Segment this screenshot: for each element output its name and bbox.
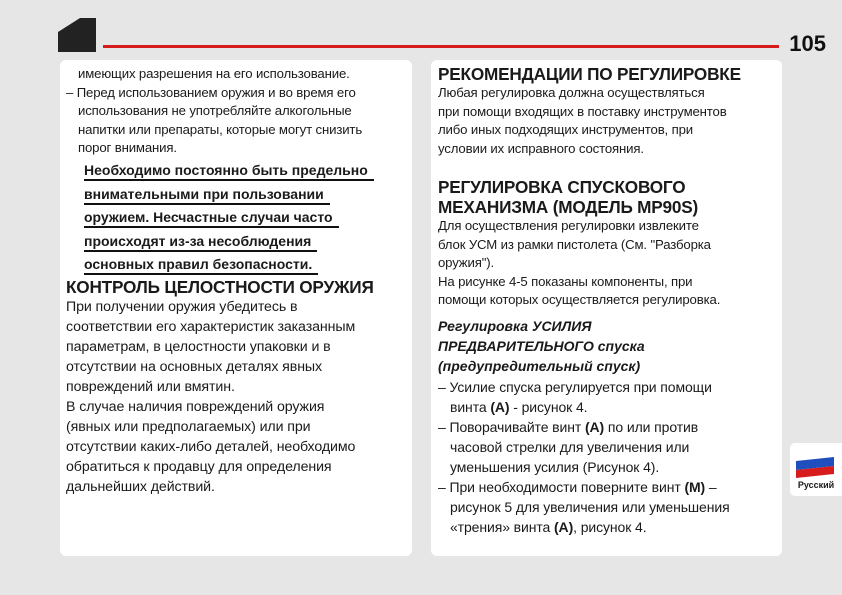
warning-line: внимательными при пользовании bbox=[84, 186, 330, 205]
integrity-line: дальнейших действий. bbox=[66, 479, 215, 495]
integrity-line: отсутствии каких-либо деталей, необходимо bbox=[66, 439, 356, 455]
page-number: 105 bbox=[789, 31, 826, 56]
preload-heading bbox=[438, 316, 645, 376]
integrity-line: параметрам, в целостности упаковки и в bbox=[66, 339, 331, 355]
integrity-line: При получении оружия убедитесь в bbox=[66, 299, 298, 315]
trigger-line: оружия"). bbox=[438, 255, 494, 270]
integrity-line: повреждений или вмятин. bbox=[66, 379, 235, 395]
text-run: винта bbox=[450, 399, 491, 415]
intro-line: порог внимания. bbox=[78, 140, 177, 155]
text-run: – При необходимости поверните винт bbox=[438, 479, 685, 495]
integrity-line: отсутствии на основных деталях явных bbox=[66, 359, 323, 375]
warning-line: основных правил безопасности. bbox=[84, 256, 318, 275]
trigger-paragraph bbox=[438, 217, 720, 310]
bullet-2-line bbox=[438, 417, 730, 437]
screw-ref: (M) bbox=[684, 479, 706, 495]
warning-line: Необходимо постоянно быть предельно bbox=[84, 162, 374, 181]
bullet-2-line: часовой стрелки для увеличения или bbox=[450, 439, 690, 455]
safety-warning bbox=[84, 160, 374, 278]
bullet-1-line: – Усилие спуска регулируется при помощи bbox=[438, 379, 712, 395]
rec-line: при помощи входящих в поставку инструментов bbox=[438, 103, 727, 119]
trigger-line: Для осуществления регулировки извлеките bbox=[438, 218, 699, 233]
intro-line: использования не употребляйте алкогольные bbox=[78, 103, 352, 118]
trigger-heading bbox=[438, 177, 698, 217]
language-label: Русский bbox=[797, 480, 835, 490]
chapter-tab-marker bbox=[58, 18, 96, 52]
text-run: – bbox=[705, 479, 717, 495]
preload-heading-line: Регулировка УСИЛИЯ bbox=[438, 318, 592, 334]
integrity-paragraph bbox=[66, 297, 355, 497]
rec-line: либо иных подходящих инструментов, при bbox=[438, 122, 693, 137]
bullet-2-line: уменьшения усилия (Рисунок 4). bbox=[450, 459, 660, 475]
preload-heading-line: (предупредительный спуск) bbox=[438, 358, 641, 374]
integrity-line: В случае наличия повреждений оружия bbox=[66, 399, 325, 415]
warning-line: оружием. Несчастные случаи часто bbox=[84, 209, 339, 228]
russian-flag-icon bbox=[796, 449, 834, 478]
recommendations-paragraph bbox=[438, 84, 727, 158]
text-run: по или против bbox=[604, 419, 699, 435]
trigger-line: помощи которых осуществляется регулировка. bbox=[438, 292, 721, 307]
intro-paragraph bbox=[66, 65, 362, 158]
screw-ref: (A) bbox=[554, 519, 574, 535]
integrity-line: обратиться к продавцу для определения bbox=[66, 459, 332, 475]
text-run: - рисунок 4. bbox=[509, 399, 588, 415]
bullet-3-line: рисунок 5 для увеличения или уменьшения bbox=[450, 499, 730, 515]
integrity-heading: КОНТРОЛЬ ЦЕЛОСТНОСТИ ОРУЖИЯ bbox=[66, 277, 374, 297]
integrity-line: соответствии его характеристик заказанным bbox=[66, 319, 356, 335]
recommendations-heading: РЕКОМЕНДАЦИИ ПО РЕГУЛИРОВКЕ bbox=[438, 64, 741, 84]
intro-line: напитки или препараты, которые могут снизить bbox=[78, 121, 363, 137]
screw-ref: (A) bbox=[490, 399, 510, 415]
text-run: – Поворачивайте винт bbox=[438, 419, 585, 435]
trigger-heading-line: РЕГУЛИРОВКА СПУСКОВОГО bbox=[438, 177, 686, 197]
intro-line: – Перед использованием оружия и во время его bbox=[66, 84, 356, 100]
bullet-3-line bbox=[438, 477, 730, 497]
bullet-1-line bbox=[438, 397, 730, 417]
preload-heading-line: ПРЕДВАРИТЕЛЬНОГО спуска bbox=[438, 338, 645, 354]
integrity-line: (явных или предполагаемых) или при bbox=[66, 419, 311, 435]
preload-bullets bbox=[438, 377, 730, 537]
intro-line: имеющих разрешения на его использование. bbox=[78, 66, 350, 81]
trigger-line: На рисунке 4-5 показаны компоненты, при bbox=[438, 273, 693, 289]
text-run: «трения» винта bbox=[450, 519, 554, 535]
text-run: , рисунок 4. bbox=[573, 519, 647, 535]
rec-line: условии их исправного состояния. bbox=[438, 140, 644, 156]
warning-line: происходят из-за несоблюдения bbox=[84, 233, 317, 252]
rec-line: Любая регулировка должна осуществляться bbox=[438, 85, 705, 100]
bullet-3-line bbox=[438, 517, 730, 537]
trigger-heading-line: МЕХАНИЗМА (МОДЕЛЬ MP90S) bbox=[438, 197, 699, 217]
language-tab[interactable] bbox=[790, 443, 842, 496]
header-rule bbox=[103, 45, 779, 48]
trigger-line: блок УСМ из рамки пистолета (См. "Разборка bbox=[438, 236, 711, 252]
screw-ref: (A) bbox=[584, 419, 605, 435]
